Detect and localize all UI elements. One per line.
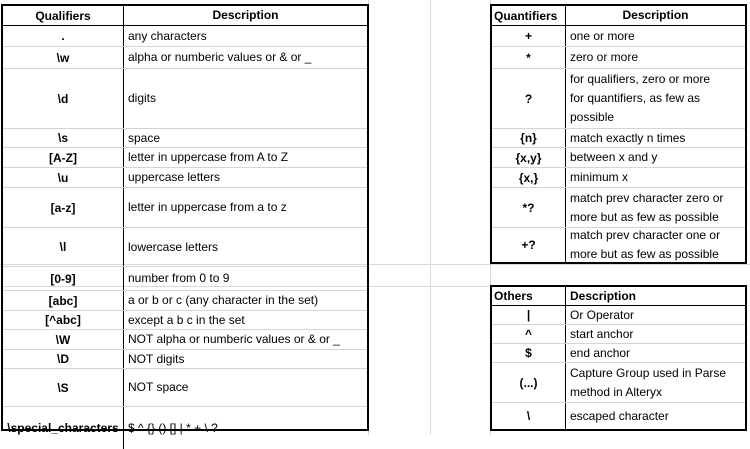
table-row xyxy=(3,26,367,47)
quantifiers-header-row xyxy=(492,6,745,26)
qualifier-description: uppercase letters xyxy=(128,170,221,184)
quantifier-symbol: {n} xyxy=(492,129,566,147)
qualifiers-header-row xyxy=(3,6,367,26)
qualifier-description: a or b or c (any character in the set) xyxy=(128,293,319,307)
other-description: Or Operator xyxy=(570,307,635,322)
qualifier-description: any characters xyxy=(128,28,207,43)
quantifier-description: match exactly n times xyxy=(570,130,686,145)
table-row xyxy=(492,403,745,429)
quantifier-symbol: ? xyxy=(492,69,566,128)
table-row xyxy=(3,369,367,407)
table-row xyxy=(3,148,367,168)
qualifier-symbol: \d xyxy=(3,69,124,128)
table-row xyxy=(3,188,367,228)
description-header: Description xyxy=(622,8,689,22)
table-row xyxy=(3,168,367,188)
table-row xyxy=(3,47,367,69)
qualifier-description: $ ^ {} () [] | * + \ ? xyxy=(128,420,218,435)
other-symbol: (...) xyxy=(492,363,566,402)
table-row xyxy=(492,26,745,47)
table-row xyxy=(492,363,745,403)
quantifier-description: match prev character one or more but as few as possible xyxy=(570,228,721,261)
quantifiers-table xyxy=(490,4,747,264)
quantifier-description: zero or more xyxy=(570,50,639,64)
qualifier-description: space xyxy=(128,130,161,145)
qualifier-symbol: [a-z] xyxy=(3,188,124,227)
others-header: Others xyxy=(492,287,566,305)
other-symbol: ^ xyxy=(492,325,566,343)
quantifier-description: between x and y xyxy=(570,150,658,164)
qualifier-symbol: [0-9] xyxy=(3,267,124,290)
table-row xyxy=(492,306,745,325)
qualifier-symbol: \u xyxy=(3,168,124,187)
other-symbol: | xyxy=(492,306,566,324)
qualifier-symbol: [^abc] xyxy=(3,311,124,329)
qualifiers-table xyxy=(1,4,369,435)
quantifier-description: minimum x xyxy=(570,170,629,184)
table-row xyxy=(492,47,745,69)
others-table xyxy=(490,285,747,431)
quantifier-symbol: + xyxy=(492,26,566,46)
qualifier-symbol: \l xyxy=(3,228,124,266)
qualifier-description: digits xyxy=(128,91,157,105)
description-header: Description xyxy=(212,8,279,22)
table-row xyxy=(492,325,745,344)
table-row xyxy=(3,330,367,350)
table-row xyxy=(492,188,745,228)
quantifier-symbol: {x,} xyxy=(492,168,566,187)
other-description: start anchor xyxy=(570,326,634,341)
qualifier-description: NOT digits xyxy=(128,351,185,366)
table-row xyxy=(492,148,745,168)
table-row xyxy=(492,228,745,262)
qualifier-symbol: \W xyxy=(3,330,124,349)
other-description: end anchor xyxy=(570,345,631,360)
table-row xyxy=(3,407,367,449)
other-symbol: \ xyxy=(492,403,566,429)
qualifier-symbol: \special_characters xyxy=(3,407,124,449)
table-row xyxy=(492,69,745,129)
quantifier-description: match prev character zero or more but as few as possible xyxy=(570,190,724,224)
quantifier-description: one or more xyxy=(570,28,635,43)
table-row xyxy=(3,311,367,330)
other-description: escaped character xyxy=(570,408,669,423)
qualifier-description: lowercase letters xyxy=(128,239,219,254)
table-row xyxy=(3,267,367,291)
table-row xyxy=(492,168,745,188)
qualifier-symbol: [abc] xyxy=(3,291,124,310)
qualifier-symbol: \D xyxy=(3,350,124,368)
other-description: Capture Group used in Parse method in Alteryx xyxy=(570,365,727,399)
quantifier-description: for qualifiers, zero or more for quantifiers, as few as possible xyxy=(570,72,711,124)
qualifier-description: NOT alpha or numberic values or & or _ xyxy=(128,332,340,346)
qualifier-description: except a b c in the set xyxy=(128,312,245,327)
qualifiers-header: Qualifiers xyxy=(3,6,124,25)
qualifier-symbol: [A-Z] xyxy=(3,148,124,167)
table-row xyxy=(3,228,367,267)
table-row xyxy=(492,344,745,363)
quantifier-symbol: {x,y} xyxy=(492,148,566,167)
table-row xyxy=(492,129,745,148)
qualifier-symbol: \S xyxy=(3,369,124,406)
quantifier-symbol: +? xyxy=(492,228,566,262)
description-header: Description xyxy=(570,288,637,303)
qualifier-description: alpha or numberic values or & or _ xyxy=(128,50,312,64)
other-symbol: $ xyxy=(492,344,566,362)
quantifier-symbol: *? xyxy=(492,188,566,227)
others-header-row xyxy=(492,287,745,306)
quantifiers-header: Quantifiers xyxy=(492,6,566,25)
qualifier-description: letter in uppercase from a to z xyxy=(128,200,287,214)
qualifier-symbol: \w xyxy=(3,47,124,68)
table-row xyxy=(3,69,367,129)
qualifier-description: NOT space xyxy=(128,380,189,394)
qualifier-symbol: \s xyxy=(3,129,124,147)
qualifier-description: number from 0 to 9 xyxy=(128,271,230,285)
table-row xyxy=(3,350,367,369)
quantifier-symbol: * xyxy=(492,47,566,68)
qualifier-description: letter in uppercase from A to Z xyxy=(128,150,289,164)
table-row xyxy=(3,129,367,148)
table-row xyxy=(3,291,367,311)
qualifier-symbol: . xyxy=(3,26,124,46)
